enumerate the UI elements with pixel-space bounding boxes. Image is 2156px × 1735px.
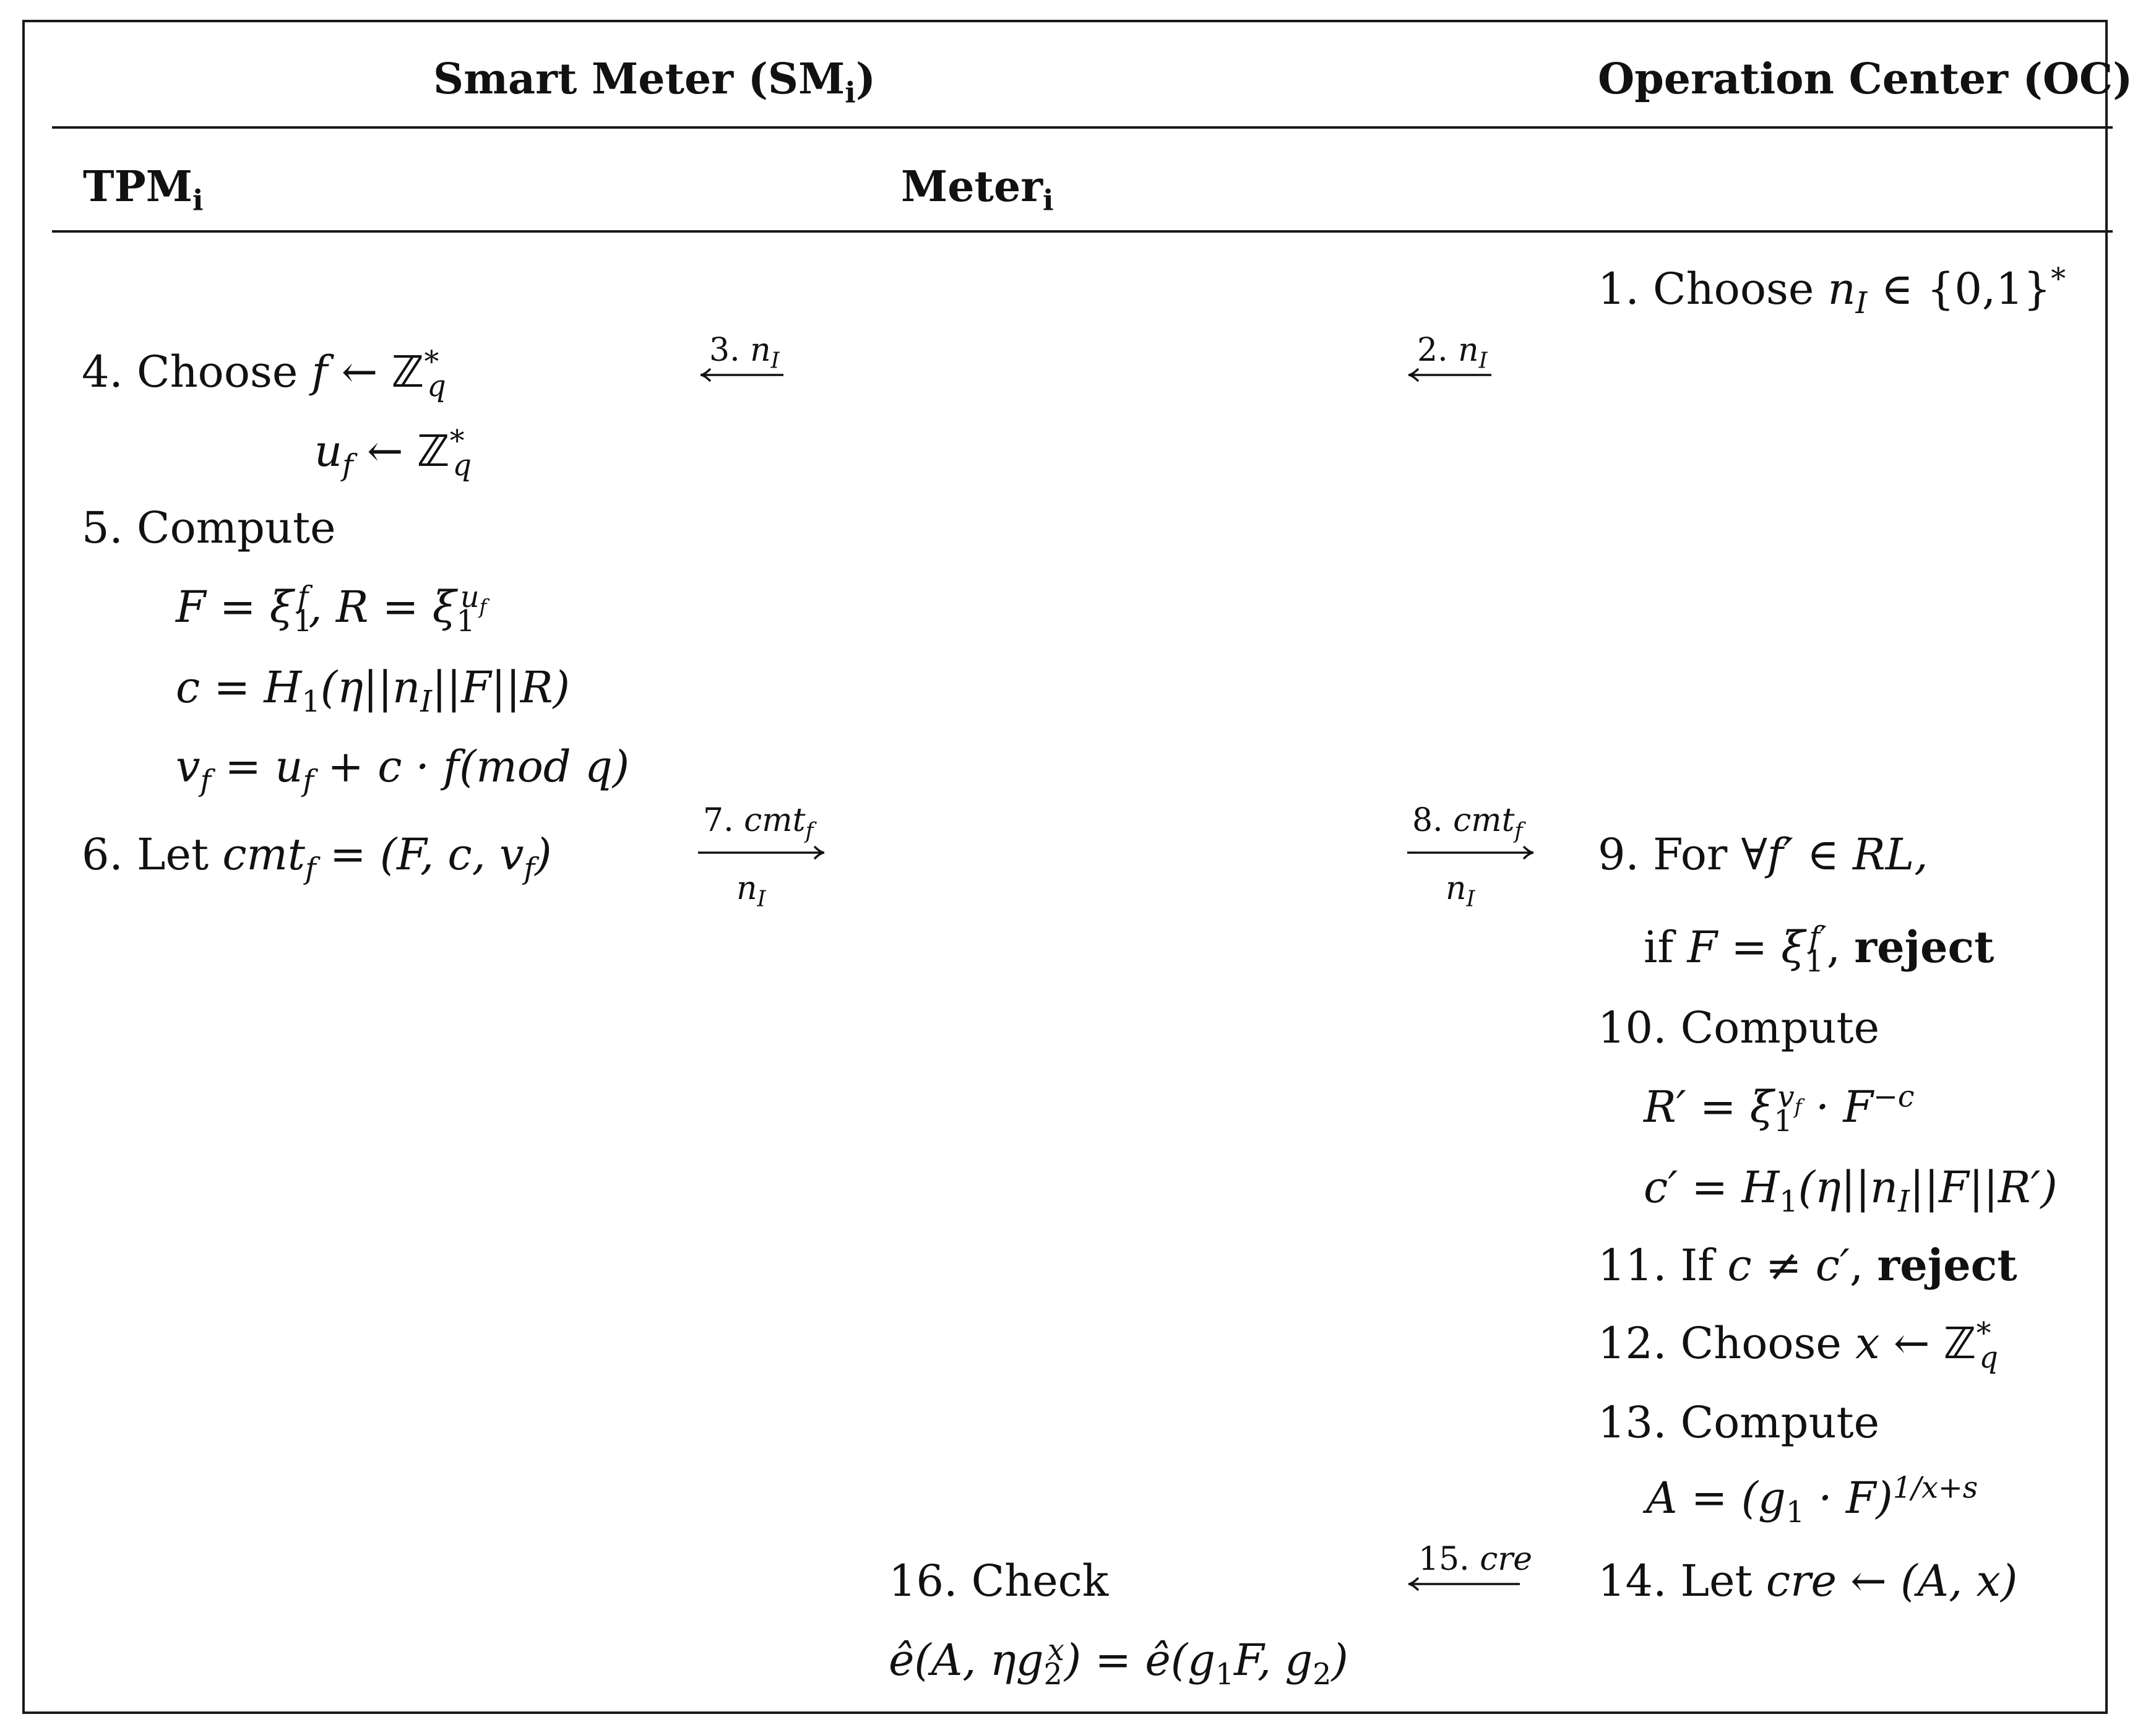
step-16-pairing: ê(A, $\eta g_2^x$) = $ê(g_1F$, $g_2$) xyxy=(889,1633,1348,1692)
step-11: 11. If c ≠ c′, reject xyxy=(1598,1239,2017,1291)
meter-header: Meter$_i$ xyxy=(901,162,1054,217)
step-5-fr: $F = \xi_1^f$, $R = \xi_1^{u_f}$ xyxy=(176,580,487,639)
step-13-a: $A = (g_1 \cdot F)^{1/x+s}$ xyxy=(1646,1471,1978,1530)
step-14: 14. Let cre ← (A, x) xyxy=(1598,1556,2018,1606)
step-5-vf: $v_f = u_f + c \cdot f(mod$ q) xyxy=(176,741,630,798)
left-arrow-icon xyxy=(698,369,785,387)
header-divider-bottom xyxy=(52,230,2113,233)
step-1: 1. Choose $n_I$ ∈ {0,1}* xyxy=(1598,262,2066,321)
step-13: 13. Compute xyxy=(1598,1397,1880,1448)
right-arrow-icon xyxy=(697,846,827,865)
step-5: 5. Compute xyxy=(82,502,336,553)
step-16: 16. Check xyxy=(889,1556,1109,1606)
step-9: 9. For ∀f′ ∈ RL, xyxy=(1598,829,1928,880)
step-9-if: if $F = \xi_1^{f'}$, reject xyxy=(1644,920,1994,979)
step-12: 12. Choose x ← ℤ*$_q$ xyxy=(1598,1316,1998,1375)
step-10: 10. Compute xyxy=(1598,1002,1880,1053)
smart-meter-header: Smart Meter $(SM_i)$ xyxy=(433,54,876,110)
left-arrow-icon xyxy=(1406,1578,1521,1596)
left-arrow-icon xyxy=(1406,369,1493,387)
step-4-uf: $u_f$ ← ℤ*$_q$ xyxy=(314,424,472,483)
tpm-header: $TPM_i$ xyxy=(83,162,204,217)
step-4: 4. Choose f ← ℤ*$_q$ xyxy=(82,345,446,403)
step-10-r: $R' = \xi_1^{v_f} \cdot F^{-c}$ xyxy=(1644,1080,1915,1139)
step-10-c: $c' = H_1(\eta||n_I||F||R')$ xyxy=(1644,1162,2058,1219)
step-6: 6. Let cmt$_f$ = (F, c, $v_f$) xyxy=(82,829,552,886)
right-arrow-icon xyxy=(1406,846,1536,865)
header-divider-top xyxy=(52,126,2113,129)
operation-center-header: Operation Center (OC) xyxy=(1598,54,2133,104)
step-5-c: $c = H_1(\eta||n_I||F||R)$ xyxy=(176,662,570,719)
